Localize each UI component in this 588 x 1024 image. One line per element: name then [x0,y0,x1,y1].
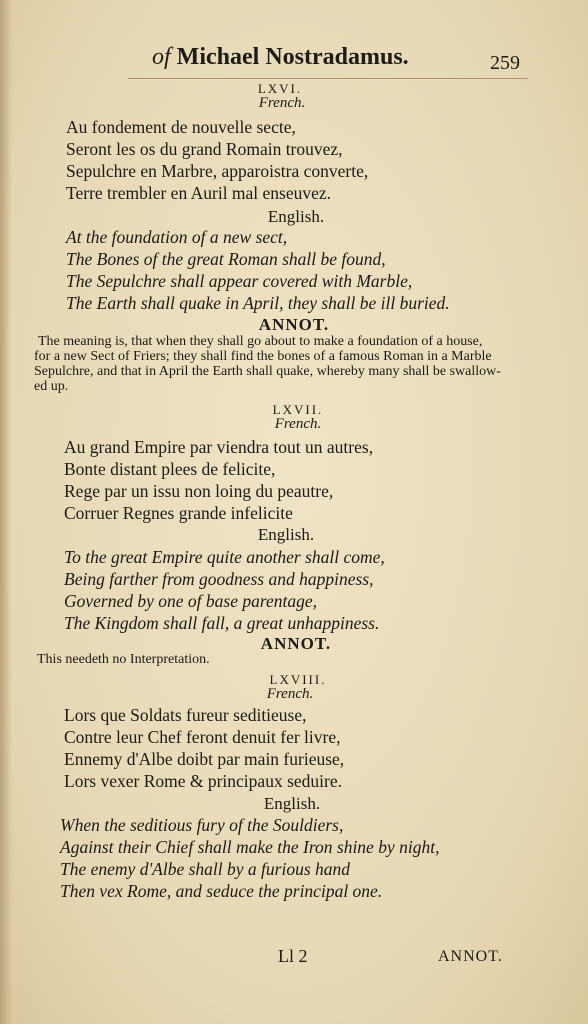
verse-line: The Kingdom shall fall, a great unhappiness. [64,613,380,633]
verse-line: The enemy d'Albe shall by a furious hand [60,859,351,879]
french-label: French. [258,95,306,111]
english-label: English. [263,794,321,813]
verse-line: The Bones of the great Roman shall be found, [66,249,386,269]
verse-line: At the foundation of a new sect, [66,227,288,247]
head-rule [128,78,528,79]
running-title [152,44,409,71]
verse-line: Seront les os du grand Romain trouvez, [66,139,343,159]
verse-line: Bonte distant plees de felicite, [64,459,276,479]
verse-line: To the great Empire quite another shall come, [64,547,385,567]
english-verse [66,226,576,314]
verse-line: Lors vexer Rome & principaux seduire. [64,771,342,791]
annotation-text [37,652,557,667]
verse-line: Rege par un issu non loing du peautre, [64,481,334,501]
verse-line: Au grand Empire par viendra tout un autres, [64,437,374,457]
english-label: English. [257,525,315,544]
verse-line: The Sepulchre shall appear covered with Marble, [66,271,413,291]
french-label: French. [274,416,322,432]
page-gutter-shadow [0,0,12,1024]
prose-line: The meaning is, that when they shall go about to make a foundation of a house, [38,334,483,349]
page-number: 259 [490,52,520,74]
running-title-text: Michael Nostradamus. [176,44,409,70]
quatrain-numeral: LXVI. [257,81,303,96]
french-verse [64,436,564,524]
quatrain-numeral: LXVII. [272,402,324,417]
verse-line: Then vex Rome, and seduce the principal one. [60,881,383,901]
annot-heading: ANNOT. [258,315,330,334]
english-verse [64,546,574,634]
prose-line: ed up. [34,379,69,394]
french-verse [64,704,564,792]
running-head [0,44,588,74]
verse-line: When the seditious fury of the Souldiers, [60,815,344,835]
verse-line: Against their Chief shall make the Iron shine by night, [60,837,440,857]
verse-line: Contre leur Chef feront denuit fer livre, [64,727,341,747]
verse-line: The Earth shall quake in April, they shall be ill buried. [66,293,450,313]
verse-line: Lors que Soldats fureur seditieuse, [64,705,307,725]
verse-line: Governed by one of base parentage, [64,591,318,611]
english-label: English. [267,207,325,226]
verse-line: Terre trembler en Auril mal enseuvez. [66,183,332,203]
catchword: ANNOT. [438,948,503,965]
annotation-text [34,334,564,394]
quatrain-numeral: LXVIII. [269,672,327,687]
prose-line: This needeth no Interpretation. [37,652,210,667]
running-title-prefix: of [152,44,171,70]
verse-line: Au fondement de nouvelle secte, [66,117,296,137]
english-verse [60,814,575,902]
prose-line: Sepulchre, and that in April the Earth shall quake, whereby many shall be swallow- [34,364,501,379]
verse-line: Sepulchre en Marbre, apparoistra converte, [66,161,369,181]
verse-line: Ennemy d'Albe doibt par main furieuse, [64,749,345,769]
french-label: French. [266,686,314,702]
verse-line: Being farther from goodness and happiness, [64,569,374,589]
verse-line: Corruer Regnes grande infelicite [64,503,293,523]
prose-line: for a new Sect of Friers; they shall find the bones of a famous Roman in a Marble [34,349,492,364]
french-verse [66,116,566,204]
annot-heading: ANNOT. [260,634,332,653]
signature-mark: Ll 2 [278,946,308,966]
